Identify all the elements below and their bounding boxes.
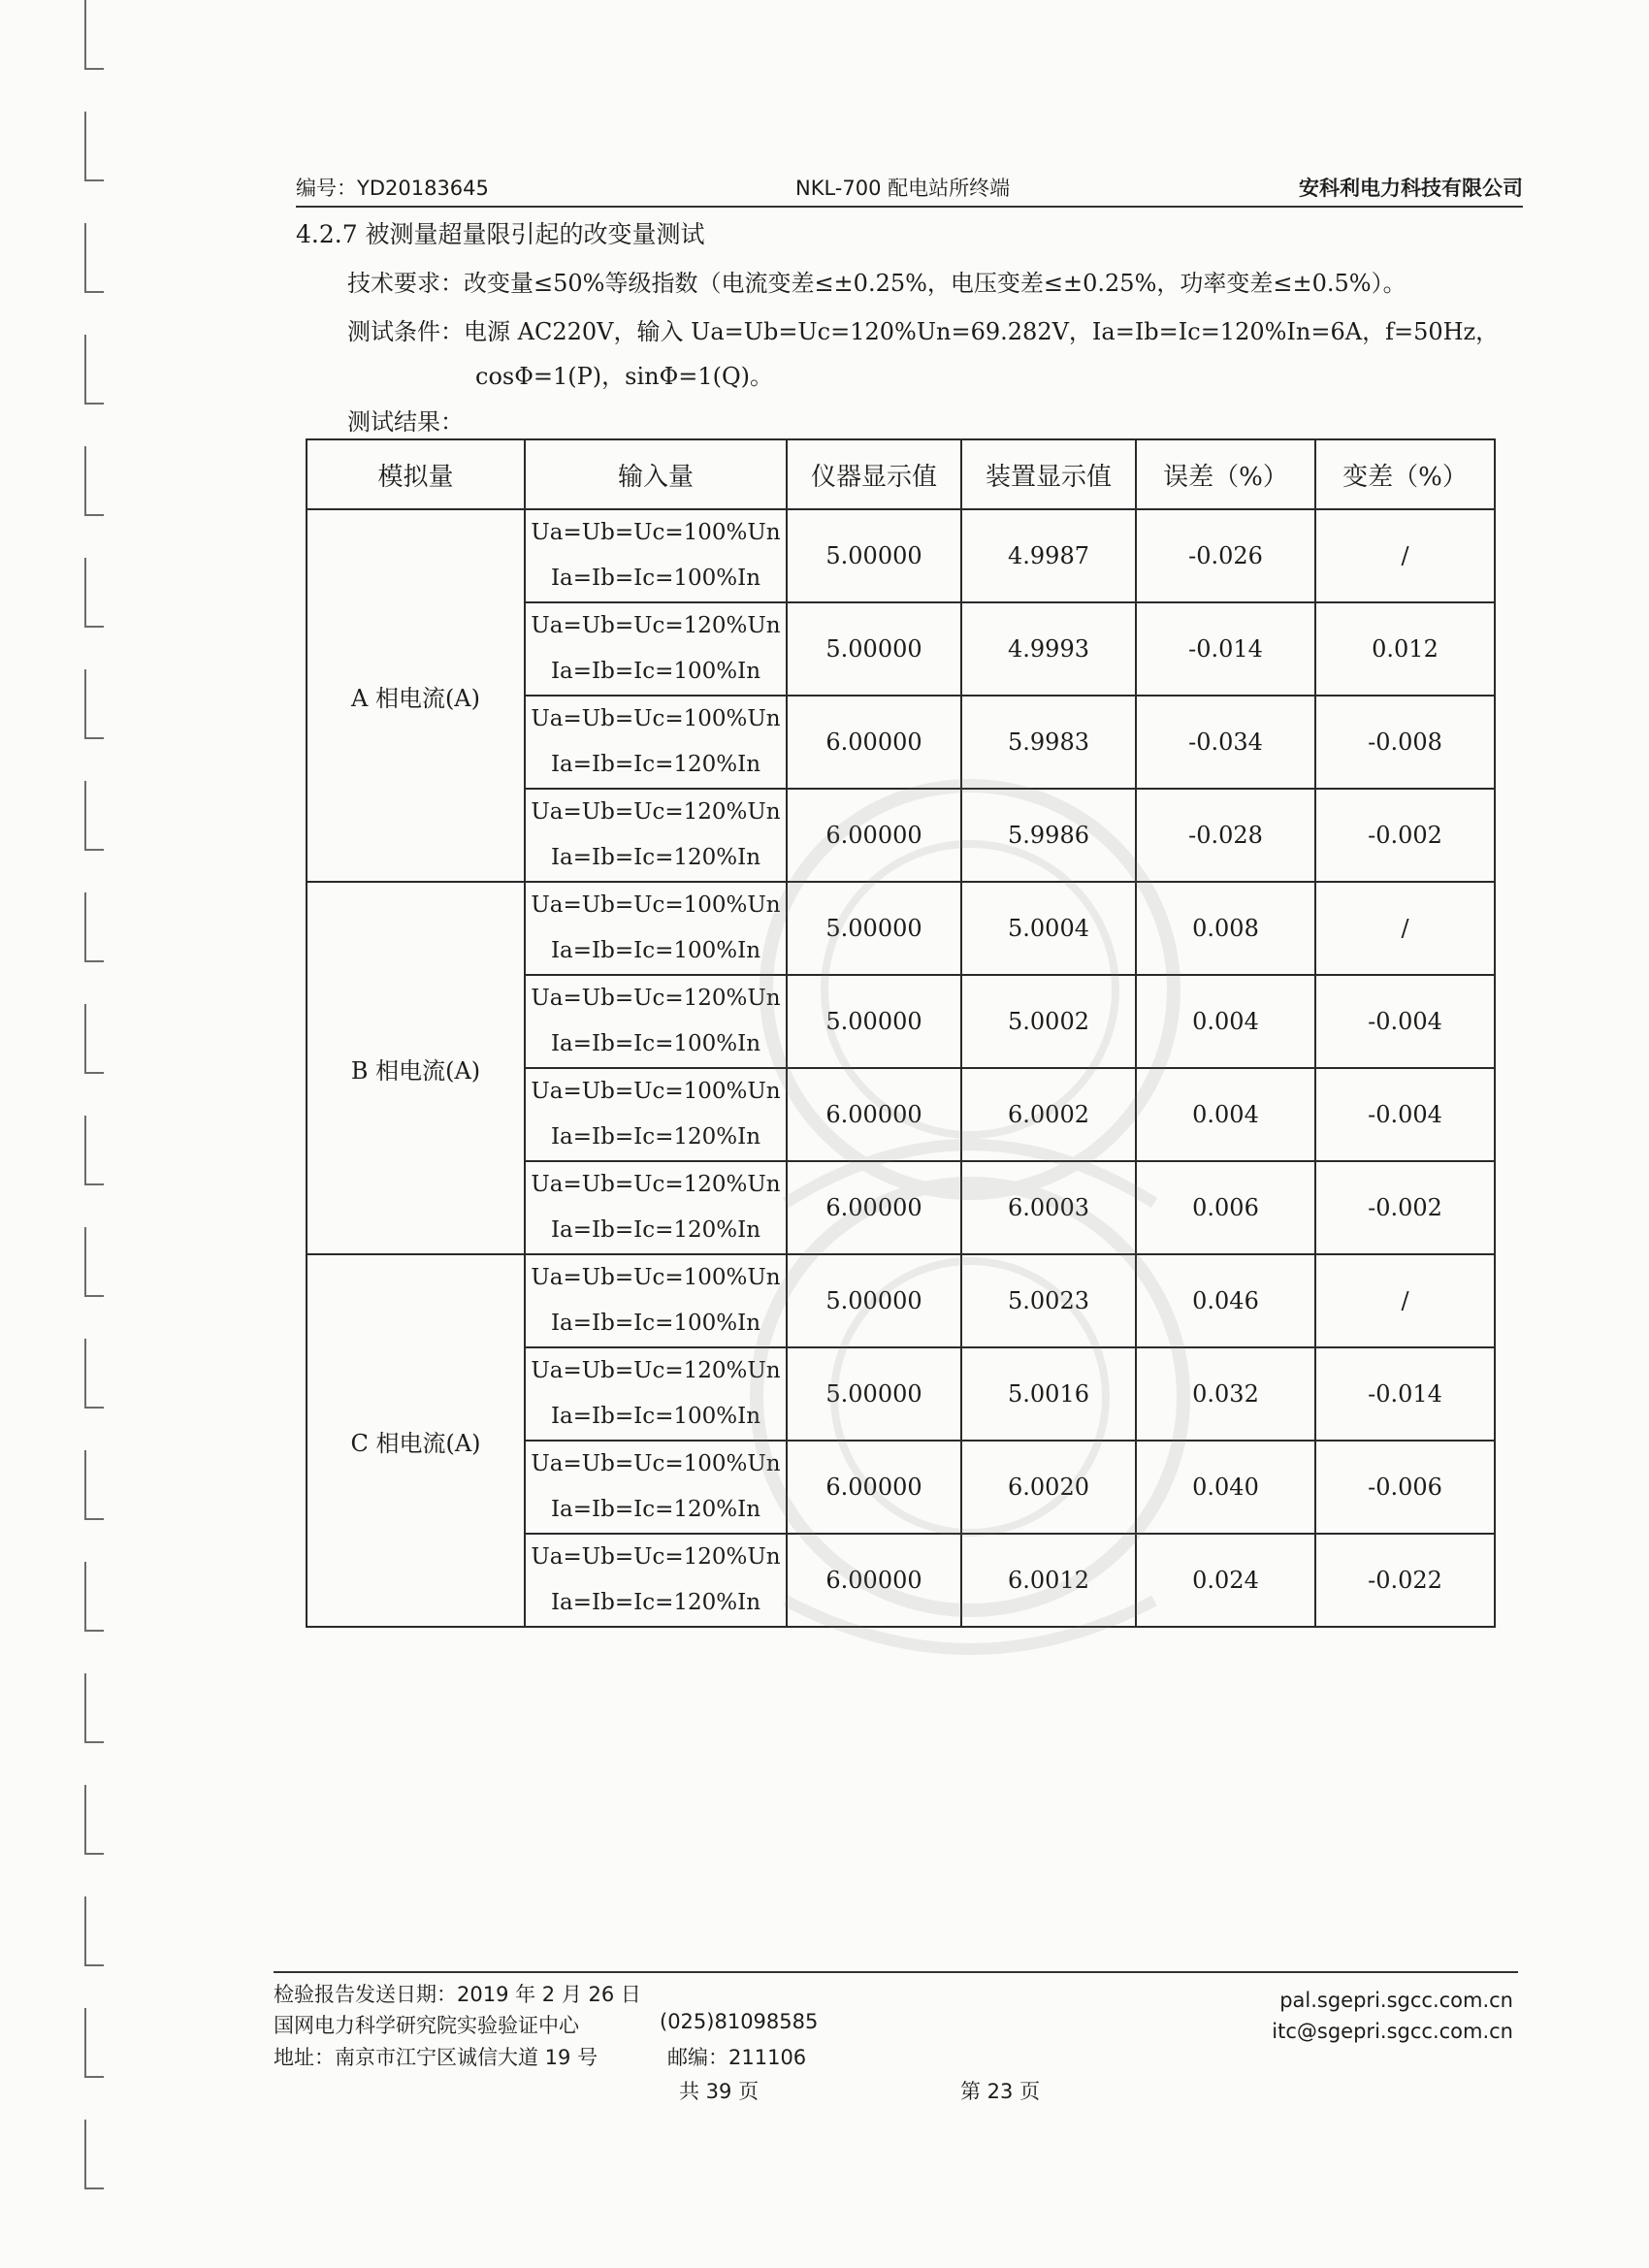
binding-mark <box>84 1227 104 1297</box>
binding-mark <box>84 1339 104 1409</box>
error-value: -0.028 <box>1136 789 1315 882</box>
section-title: 4.2.7 被测量超量限引起的改变量测试 <box>296 220 705 248</box>
input-current: Ia=Ib=Ic=100%In <box>550 938 761 963</box>
variation-value: -0.008 <box>1315 696 1495 789</box>
instrument-value: 5.00000 <box>787 1347 961 1441</box>
company-name: 安科利电力科技有限公司 <box>1299 177 1523 200</box>
device-value: 5.0023 <box>961 1254 1136 1347</box>
binding-mark <box>84 1896 104 1966</box>
group-label: C 相电流(A) <box>307 1254 525 1627</box>
tech-requirement: 技术要求：改变量≤50%等级指数（电流变差≤±0.25%，电压变差≤±0.25%，功率变差≤±0.5%）。 <box>347 270 1406 297</box>
test-condition-line-2: cosΦ=1(P)，sinΦ=1(Q)。 <box>475 363 774 390</box>
binding-mark <box>84 112 104 181</box>
product-name: NKL-700 配电站所终端 <box>795 177 1011 200</box>
page-number: 第 23 页 <box>960 2080 1041 2103</box>
binding-mark <box>84 446 104 516</box>
input-voltage: Ua=Ub=Uc=120%Un <box>531 613 781 638</box>
error-value: 0.004 <box>1136 1068 1315 1161</box>
binding-mark <box>84 1673 104 1743</box>
error-value: 0.046 <box>1136 1254 1315 1347</box>
variation-value: / <box>1315 509 1495 602</box>
input-current: Ia=Ib=Ic=120%In <box>550 1590 761 1615</box>
device-value: 6.0003 <box>961 1161 1136 1254</box>
instrument-value: 6.00000 <box>787 789 961 882</box>
error-value: 0.032 <box>1136 1347 1315 1441</box>
binding-mark <box>84 1562 104 1632</box>
instrument-value: 6.00000 <box>787 1441 961 1534</box>
binding-mark <box>84 1116 104 1185</box>
variation-value: -0.022 <box>1315 1534 1495 1627</box>
device-value: 4.9987 <box>961 509 1136 602</box>
device-value: 5.9983 <box>961 696 1136 789</box>
col-header-instrument: 仪器显示值 <box>787 439 961 509</box>
device-value: 6.0002 <box>961 1068 1136 1161</box>
instrument-value: 6.00000 <box>787 696 961 789</box>
input-current: Ia=Ib=Ic=100%In <box>550 1031 761 1056</box>
binding-mark <box>84 558 104 628</box>
input-voltage: Ua=Ub=Uc=100%Un <box>531 706 781 731</box>
device-value: 5.0004 <box>961 882 1136 975</box>
report-send-date: 检验报告发送日期：2019 年 2 月 26 日 <box>274 1983 641 2006</box>
input-current: Ia=Ib=Ic=120%In <box>550 845 761 870</box>
error-value: -0.014 <box>1136 602 1315 696</box>
input-voltage: Ua=Ub=Uc=120%Un <box>531 799 781 825</box>
binding-mark <box>84 2120 104 2189</box>
footer-rule <box>274 1971 1518 1973</box>
organization-name: 国网电力科学研究院实验验证中心 <box>274 2014 579 2037</box>
total-pages: 共 39 页 <box>679 2080 760 2103</box>
email: itc@sgepri.sgcc.com.cn <box>1272 2020 1513 2043</box>
error-value: 0.006 <box>1136 1161 1315 1254</box>
error-value: 0.008 <box>1136 882 1315 975</box>
input-current: Ia=Ib=Ic=120%In <box>550 752 761 777</box>
watermark-pattern <box>698 766 1242 1736</box>
binding-mark <box>84 0 104 70</box>
input-current: Ia=Ib=Ic=100%In <box>550 1311 761 1336</box>
col-header-variation: 变差（%） <box>1315 439 1495 509</box>
group-label: A 相电流(A) <box>307 509 525 882</box>
input-cell <box>525 509 787 602</box>
website: pal.sgepri.sgcc.com.cn <box>1279 1989 1513 2012</box>
variation-value: -0.004 <box>1315 1068 1495 1161</box>
instrument-value: 5.00000 <box>787 1254 961 1347</box>
table-header-row <box>307 439 1495 509</box>
col-header-analog: 模拟量 <box>307 439 525 509</box>
variation-value: -0.004 <box>1315 975 1495 1068</box>
group-label: B 相电流(A) <box>307 882 525 1254</box>
error-value: 0.024 <box>1136 1534 1315 1627</box>
binding-mark <box>84 892 104 962</box>
doc-number: 编号：YD20183645 <box>296 177 489 200</box>
input-cell <box>525 602 787 696</box>
input-voltage: Ua=Ub=Uc=100%Un <box>531 1451 781 1476</box>
input-voltage: Ua=Ub=Uc=100%Un <box>531 520 781 545</box>
binding-mark <box>84 335 104 405</box>
variation-value: -0.006 <box>1315 1441 1495 1534</box>
variation-value: 0.012 <box>1315 602 1495 696</box>
binding-mark <box>84 1785 104 1855</box>
variation-value: -0.002 <box>1315 789 1495 882</box>
error-value: 0.040 <box>1136 1441 1315 1534</box>
test-result-label: 测试结果： <box>347 408 464 436</box>
device-value: 4.9993 <box>961 602 1136 696</box>
input-voltage: Ua=Ub=Uc=120%Un <box>531 1544 781 1570</box>
error-value: -0.026 <box>1136 509 1315 602</box>
instrument-value: 6.00000 <box>787 1534 961 1627</box>
instrument-value: 5.00000 <box>787 602 961 696</box>
binding-mark <box>84 781 104 851</box>
variation-value: / <box>1315 1254 1495 1347</box>
variation-value: -0.014 <box>1315 1347 1495 1441</box>
header-rule <box>296 206 1523 208</box>
binding-mark <box>84 669 104 739</box>
table-row <box>307 509 1495 602</box>
binding-mark <box>84 1450 104 1520</box>
error-value: 0.004 <box>1136 975 1315 1068</box>
input-voltage: Ua=Ub=Uc=100%Un <box>531 1265 781 1290</box>
binding-mark <box>84 2008 104 2078</box>
input-voltage: Ua=Ub=Uc=120%Un <box>531 986 781 1011</box>
input-current: Ia=Ib=Ic=100%In <box>550 566 761 591</box>
instrument-value: 5.00000 <box>787 882 961 975</box>
device-value: 6.0012 <box>961 1534 1136 1627</box>
input-current: Ia=Ib=Ic=100%In <box>550 1404 761 1429</box>
phone-number: (025)81098585 <box>660 2010 819 2033</box>
device-value: 6.0020 <box>961 1441 1136 1534</box>
col-header-error: 误差（%） <box>1136 439 1315 509</box>
input-voltage: Ua=Ub=Uc=120%Un <box>531 1172 781 1197</box>
binding-mark <box>84 1004 104 1074</box>
device-value: 5.0002 <box>961 975 1136 1068</box>
test-condition-line-1: 测试条件：电源 AC220V，输入 Ua=Ub=Uc=120%Un=69.282V，Ia=Ib=Ic=120%In=6A，f=50Hz， <box>347 318 1500 345</box>
input-current: Ia=Ib=Ic=100%In <box>550 659 761 684</box>
instrument-value: 5.00000 <box>787 509 961 602</box>
input-voltage: Ua=Ub=Uc=100%Un <box>531 892 781 918</box>
input-voltage: Ua=Ub=Uc=100%Un <box>531 1079 781 1104</box>
col-header-device: 装置显示值 <box>961 439 1136 509</box>
instrument-value: 5.00000 <box>787 975 961 1068</box>
variation-value: -0.002 <box>1315 1161 1495 1254</box>
instrument-value: 6.00000 <box>787 1068 961 1161</box>
instrument-value: 6.00000 <box>787 1161 961 1254</box>
postcode: 邮编：211106 <box>667 2046 807 2069</box>
input-voltage: Ua=Ub=Uc=120%Un <box>531 1358 781 1383</box>
col-header-input: 输入量 <box>525 439 787 509</box>
device-value: 5.9986 <box>961 789 1136 882</box>
binding-mark <box>84 223 104 293</box>
device-value: 5.0016 <box>961 1347 1136 1441</box>
input-current: Ia=Ib=Ic=120%In <box>550 1497 761 1522</box>
input-current: Ia=Ib=Ic=120%In <box>550 1124 761 1150</box>
error-value: -0.034 <box>1136 696 1315 789</box>
address: 地址：南京市江宁区诚信大道 19 号 <box>274 2046 598 2069</box>
variation-value: / <box>1315 882 1495 975</box>
input-current: Ia=Ib=Ic=120%In <box>550 1217 761 1243</box>
